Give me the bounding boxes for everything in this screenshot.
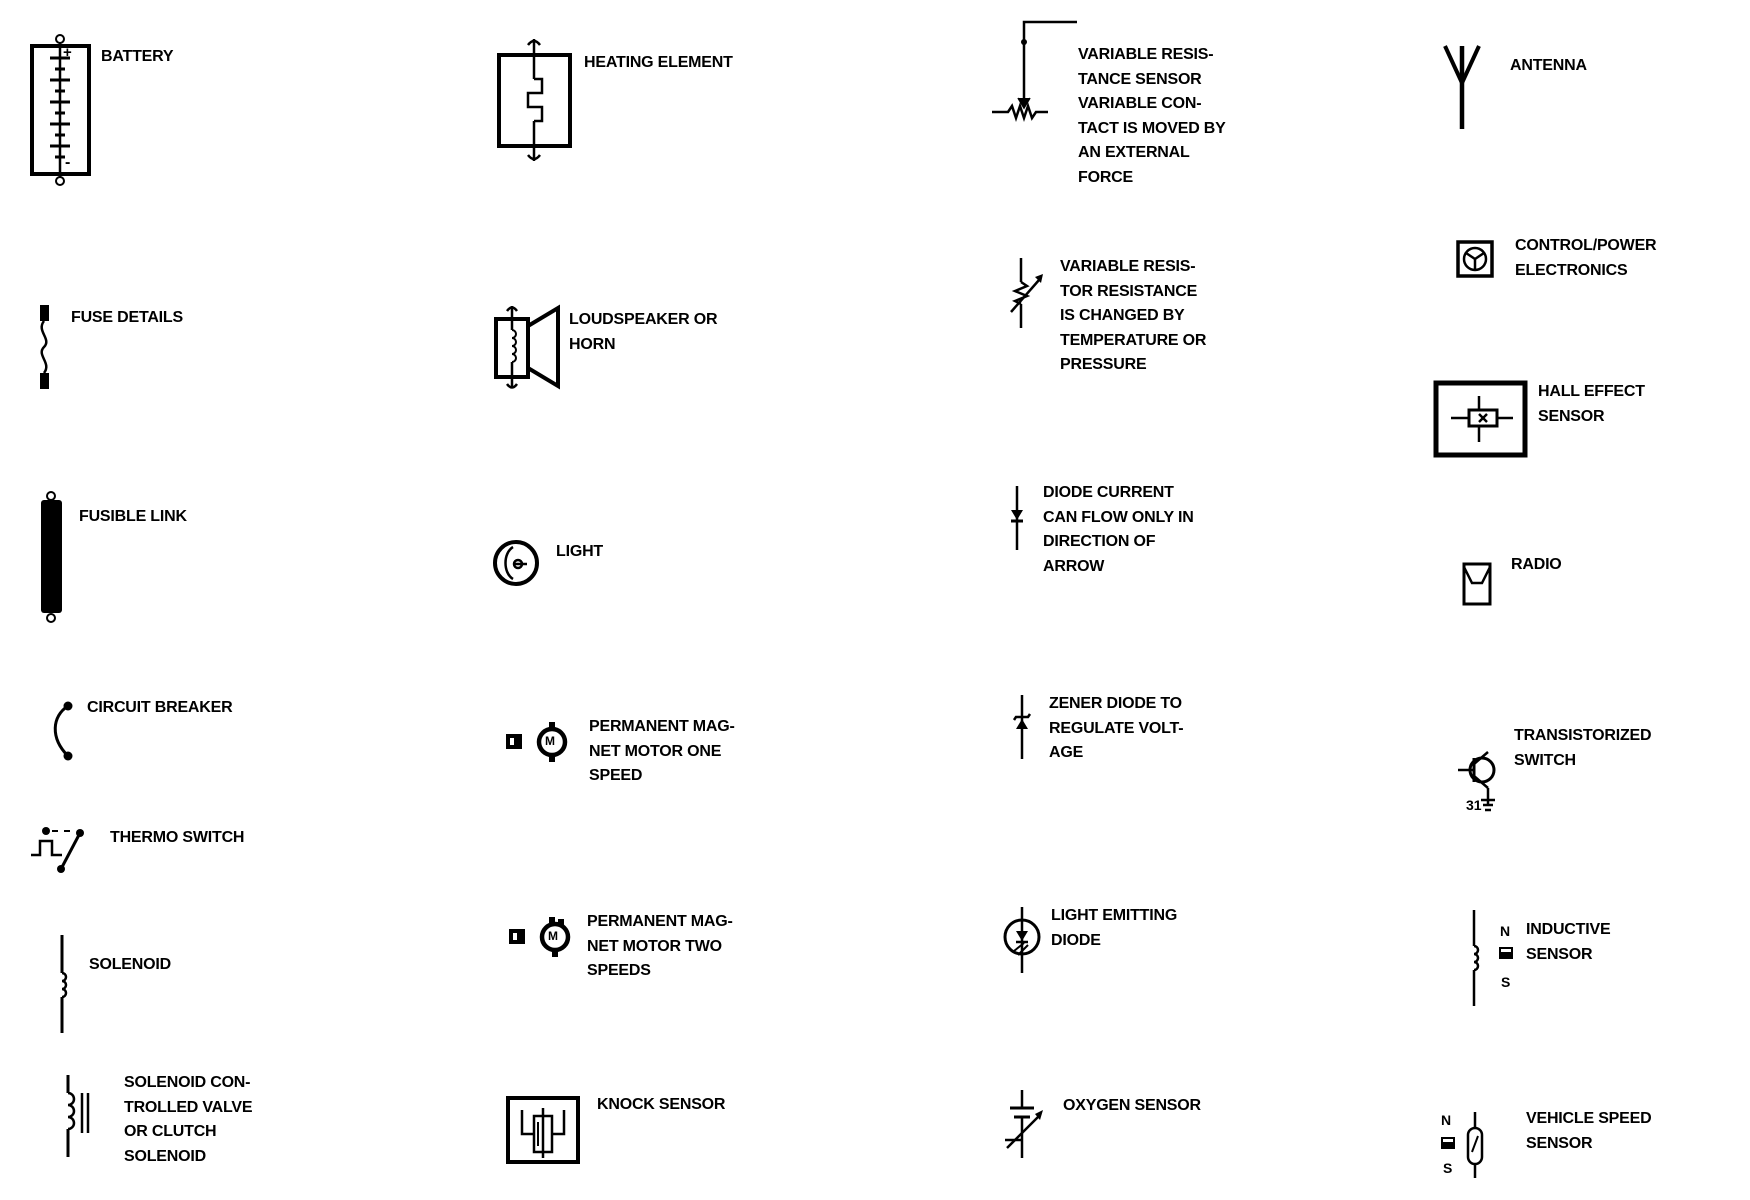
variable-resistor-label: VARIABLE RESIS- TOR RESISTANCE IS CHANGED BY TEMPERATURE OR PRESSURE — [1060, 258, 1207, 373]
solenoid-valve-icon — [60, 1075, 94, 1159]
vss-north-mark: N — [1441, 1112, 1452, 1128]
light-label: LIGHT — [556, 543, 603, 560]
antenna-label: ANTENNA — [1510, 57, 1587, 74]
led-icon — [1000, 905, 1044, 975]
circuit-breaker-icon — [50, 700, 80, 762]
inductive-sensor-icon — [1468, 910, 1484, 1008]
knock-sensor-icon — [504, 1094, 584, 1166]
hall-effect-label: HALL EFFECT SENSOR — [1538, 383, 1645, 425]
vehicle-speed-sensor-icon — [1462, 1112, 1488, 1180]
inductive-north-mark: N — [1500, 923, 1511, 939]
pm-motor-one-label: PERMANENT MAG- NET MOTOR ONE SPEED — [589, 718, 735, 784]
battery-label: BATTERY — [101, 48, 174, 65]
variable-resistor-icon — [1005, 258, 1047, 330]
vss-magnet-icon — [1440, 1136, 1456, 1150]
heating-element-icon — [492, 37, 578, 167]
circuit-breaker-label: CIRCUIT BREAKER — [87, 699, 233, 716]
antenna-icon — [1442, 43, 1482, 131]
fuse-details-label: FUSE DETAILS — [71, 309, 183, 326]
solenoid-valve-label: SOLENOID CON- TROLLED VALVE OR CLUTCH SOLENOID — [124, 1074, 253, 1165]
fusible-link-icon — [38, 490, 64, 624]
inductive-south-mark: S — [1501, 974, 1511, 990]
diode-label: DIODE CURRENT CAN FLOW ONLY IN DIRECTION OF ARROW — [1043, 484, 1194, 575]
pm-motor-one-icon — [505, 720, 569, 764]
thermo-switch-label: THERMO SWITCH — [110, 829, 245, 846]
solenoid-label: SOLENOID — [89, 956, 171, 973]
fuse-icon — [34, 305, 58, 391]
vehicle-speed-label: VEHICLE SPEED SENSOR — [1526, 1110, 1652, 1152]
pm-motor-two-icon — [508, 915, 572, 959]
oxygen-sensor-label: OXYGEN SENSOR — [1063, 1097, 1201, 1114]
loudspeaker-icon — [490, 302, 566, 392]
pm-motor-one-letter: M — [545, 734, 555, 748]
variable-resistance-sensor-icon — [990, 18, 1080, 122]
pm-motor-two-letter: M — [548, 929, 558, 943]
battery-icon — [24, 30, 94, 190]
inductive-magnet-icon — [1498, 946, 1514, 960]
radio-icon — [1461, 561, 1493, 607]
heating-element-label: HEATING ELEMENT — [584, 54, 733, 71]
zener-diode-icon — [1012, 695, 1032, 761]
battery-plus-mark: + — [63, 44, 72, 61]
vss-south-mark: S — [1443, 1160, 1453, 1176]
thermo-switch-icon — [28, 825, 88, 877]
solenoid-icon — [54, 935, 74, 1035]
pm-motor-two-label: PERMANENT MAG- NET MOTOR TWO SPEEDS — [587, 913, 733, 979]
inductive-sensor-label: INDUCTIVE SENSOR — [1526, 921, 1611, 963]
control-electronics-label: CONTROL/POWER ELECTRONICS — [1515, 237, 1657, 279]
knock-sensor-label: KNOCK SENSOR — [597, 1096, 726, 1113]
zener-diode-label: ZENER DIODE TO REGULATE VOLT- AGE — [1049, 695, 1184, 761]
fusible-link-label: FUSIBLE LINK — [79, 508, 187, 525]
ground-31-mark: 31 — [1466, 797, 1482, 813]
loudspeaker-label: LOUDSPEAKER OR HORN — [569, 311, 718, 353]
led-label: LIGHT EMITTING DIODE — [1051, 907, 1178, 949]
hall-effect-sensor-icon — [1433, 380, 1529, 458]
battery-minus-mark: - — [65, 154, 71, 171]
radio-label: RADIO — [1511, 556, 1562, 573]
diode-icon — [1007, 486, 1027, 552]
variable-resistance-sensor-label: VARIABLE RESIS- TANCE SENSOR VARIABLE CON- TACT IS MOVED BY AN EXTERNAL FORCE — [1078, 46, 1226, 186]
transistor-switch-label: TRANSISTORIZED SWITCH — [1514, 727, 1652, 769]
control-electronics-icon — [1456, 240, 1494, 278]
oxygen-sensor-icon — [1003, 1090, 1047, 1160]
light-icon — [491, 537, 541, 589]
